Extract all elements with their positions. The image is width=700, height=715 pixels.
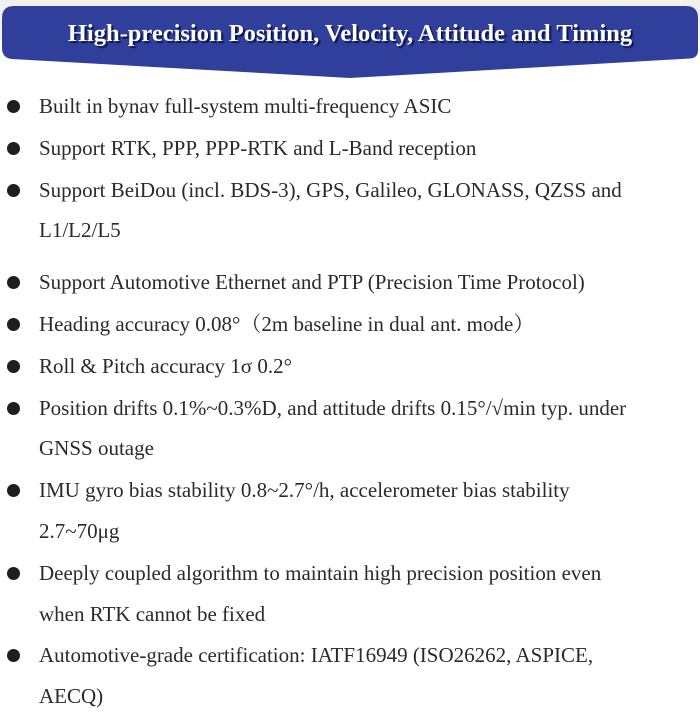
- feature-item: [0, 128, 700, 169]
- bullet-dot-icon: [7, 276, 20, 289]
- page-title: High-precision Position, Velocity, Attitude and Timing: [67, 20, 633, 47]
- feature-text-continued: 2.7~70μg: [39, 518, 120, 543]
- feature-text: Roll & Pitch accuracy 1σ 0.2°: [39, 353, 292, 378]
- feature-text: Position drifts 0.1%~0.3%D, and attitude drifts 0.15°/√min typ. under: [39, 395, 627, 420]
- feature-item: [0, 470, 700, 552]
- feature-text-continued: L1/L2/L5: [39, 218, 121, 243]
- bullet-dot-icon: [7, 318, 20, 331]
- feature-text-continued: AECQ): [39, 684, 104, 709]
- feature-item: [0, 262, 700, 303]
- feature-item: [0, 388, 700, 470]
- bullet-dot-icon: [7, 402, 20, 415]
- feature-text-continued: GNSS outage: [39, 436, 154, 461]
- feature-text-continued: when RTK cannot be fixed: [39, 601, 266, 626]
- feature-text: IMU gyro bias stability 0.8~2.7°/h, accelerometer bias stability: [39, 478, 570, 503]
- feature-item: [0, 553, 700, 635]
- feature-item: [0, 304, 700, 345]
- feature-text: Deeply coupled algorithm to maintain high precision position even: [39, 560, 602, 585]
- bullet-dot-icon: [7, 100, 20, 113]
- bullet-dot-icon: [7, 142, 20, 155]
- feature-text: Support BeiDou (incl. BDS-3), GPS, Galileo, GLONASS, QZSS and: [39, 177, 622, 202]
- feature-text: Support Automotive Ethernet and PTP (Precision Time Protocol): [39, 270, 585, 295]
- feature-text: Heading accuracy 0.08°（2m baseline in dual ant. mode）: [39, 311, 535, 336]
- feature-item: [0, 346, 700, 387]
- feature-text: Built in bynav full-system multi-frequency ASIC: [39, 94, 452, 118]
- feature-text: Automotive-grade certification: IATF16949 (ISO26262, ASPICE,: [39, 643, 594, 668]
- feature-list: [0, 86, 700, 715]
- bullet-dot-icon: [7, 184, 20, 197]
- feature-item: [0, 635, 700, 715]
- bullet-dot-icon: [7, 649, 20, 662]
- feature-item: [0, 86, 700, 127]
- bullet-dot-icon: [7, 484, 20, 497]
- header-banner: [0, 0, 700, 84]
- feature-item: [0, 170, 700, 252]
- bullet-dot-icon: [7, 360, 20, 373]
- feature-text: Support RTK, PPP, PPP-RTK and L-Band reception: [39, 135, 477, 160]
- bullet-dot-icon: [7, 567, 20, 580]
